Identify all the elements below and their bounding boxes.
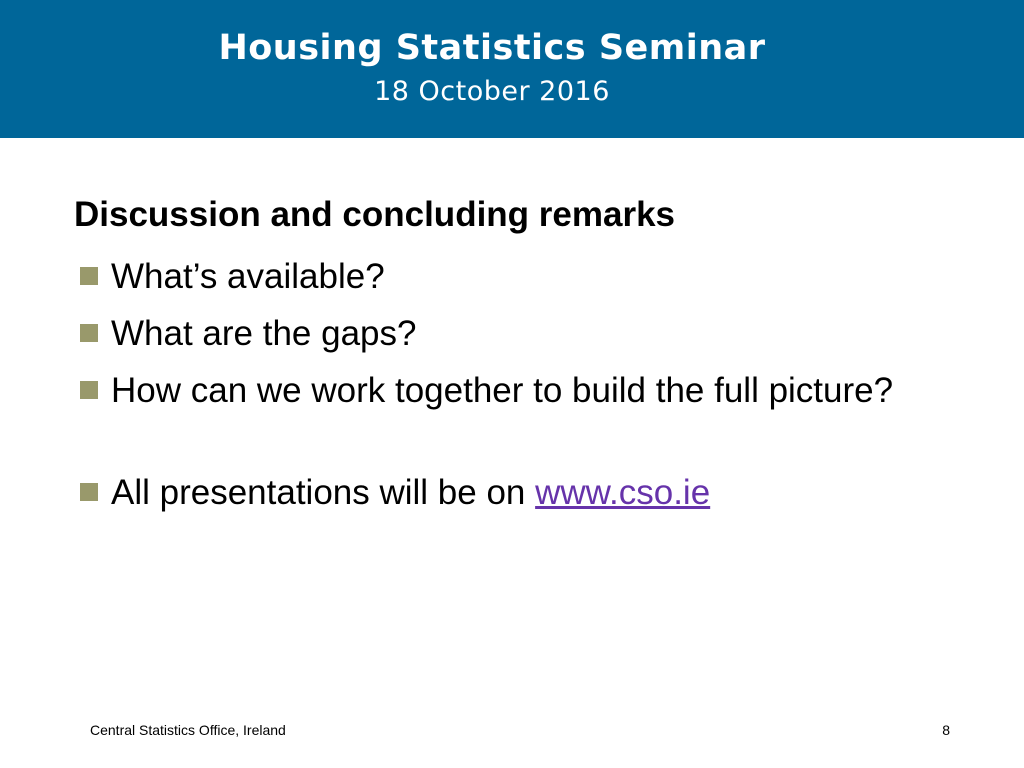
square-bullet-icon [80,324,98,342]
bullet-item-presentations [78,468,938,518]
cso-website-link[interactable]: www.cso.ie [535,473,711,512]
bullet-text: What’s available? [111,257,385,296]
slide-title: Housing Statistics Seminar [218,28,766,68]
content-heading: Discussion and concluding remarks [74,195,675,234]
square-bullet-icon [80,267,98,285]
footer-organization: Central Statistics Office, Ireland [90,722,286,738]
bullet-item-work-together [78,366,938,416]
bullet-item-available [78,252,938,302]
header-bar [0,0,1024,138]
bullet-text: All presentations will be on [111,473,536,512]
bullet-list [78,252,938,525]
bullet-text: How can we work together to build the full picture? [111,371,894,410]
page-number: 8 [942,722,950,738]
bullet-text: What are the gaps? [111,314,417,353]
bullet-item-gaps [78,309,938,359]
square-bullet-icon [80,483,98,501]
slide-date: 18 October 2016 [374,76,610,107]
square-bullet-icon [80,381,98,399]
